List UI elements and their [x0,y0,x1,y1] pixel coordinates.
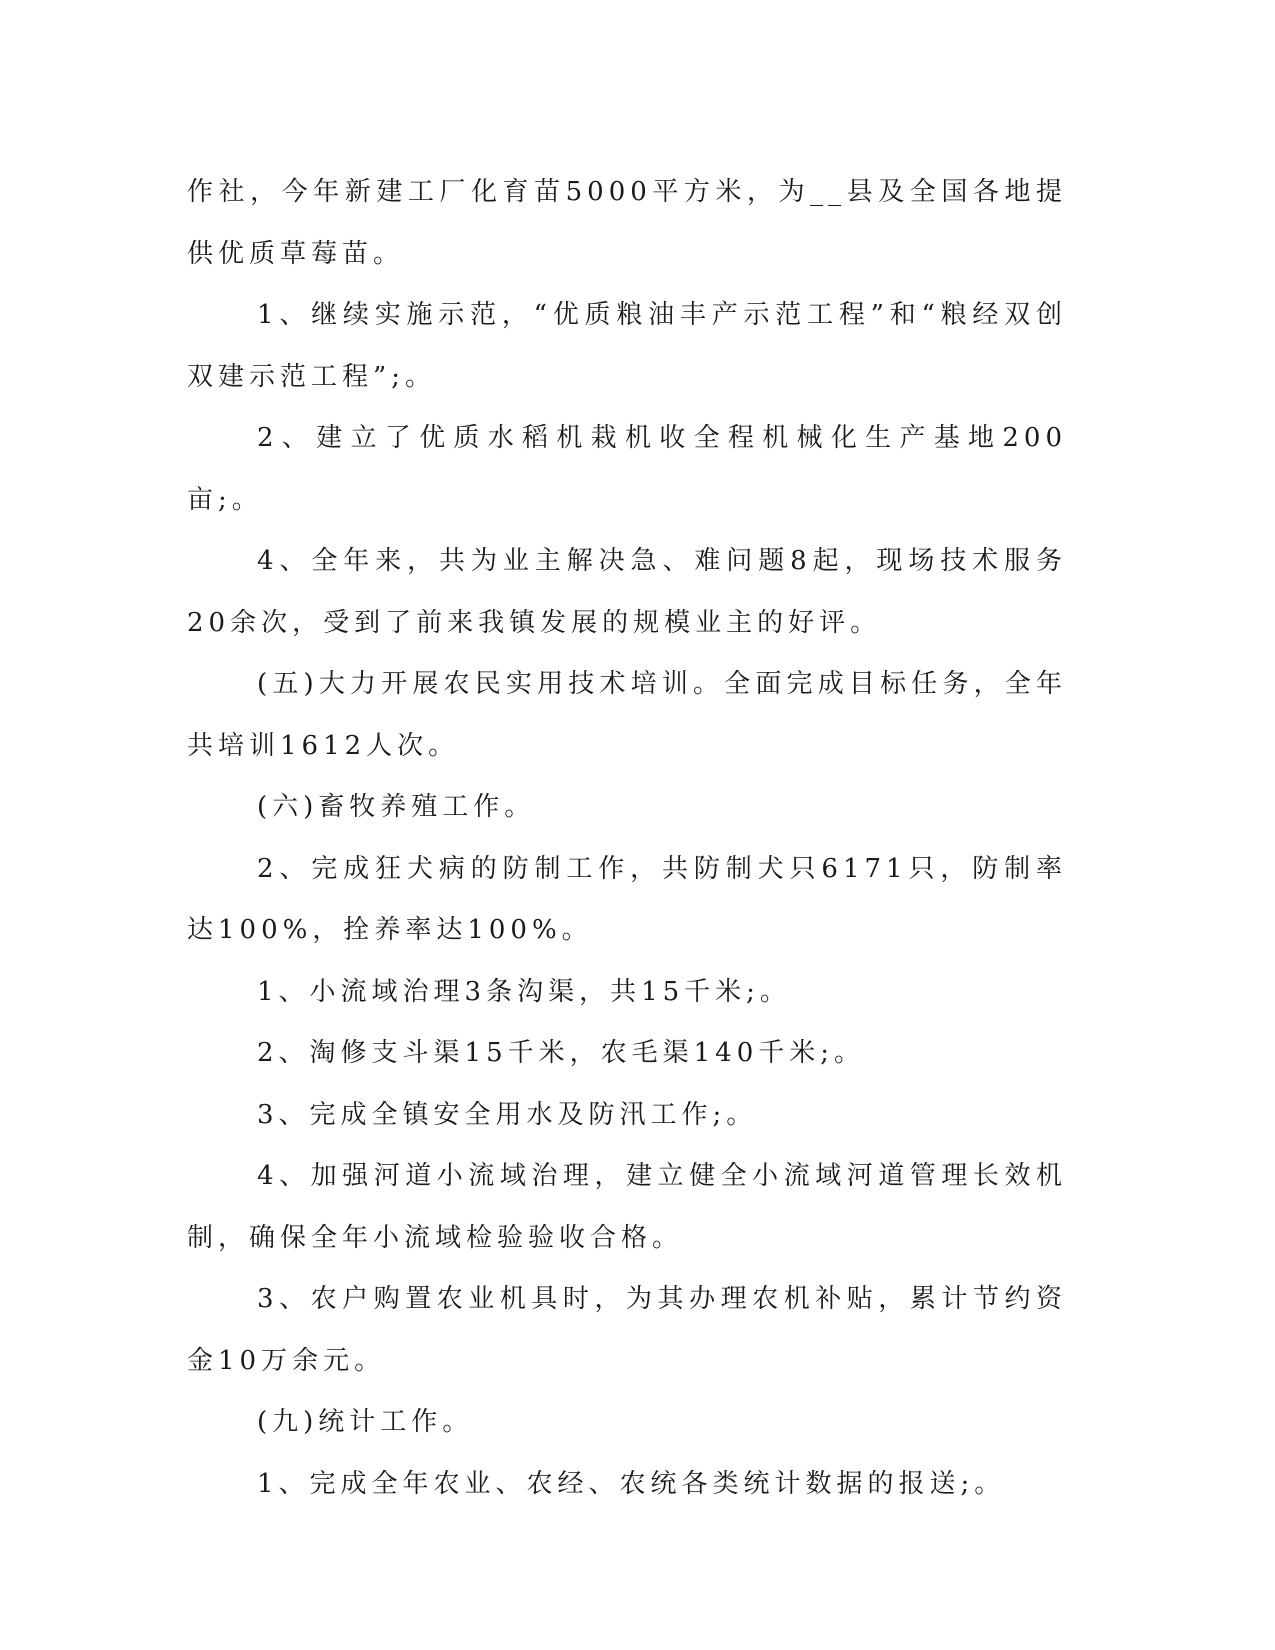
section-heading-statistics: (九)统计工作。 [257,1407,474,1437]
document-body [187,162,1067,1515]
paragraph-watershed-ditches: 1、小流域治理3条沟渠，共15千米;。 [257,976,791,1007]
paragraph-farmer-training: (五)大力开展农民实用技术培训。全面完成目标任务，全年共培训1612人次。 [187,669,1067,761]
paragraph-canal-dredging: 2、淘修支斗渠15千米，农毛渠140千米;。 [257,1038,866,1068]
section-heading-livestock: (六)畜牧养殖工作。 [257,792,536,822]
paragraph-machinery-subsidy: 3、农户购置农业机具时，为其办理农机补贴，累计节约资金10万余元。 [187,1284,1067,1376]
paragraph-demonstration-project: 1、继续实施示范，“优质粮油丰产示范工程”和“粮经双创双建示范工程”;。 [187,300,1067,392]
paragraph-rabies-prevention: 2、完成狂犬病的防制工作，共防制犬只6171只，防制率达100%，拴养率达100%。 [187,853,1067,945]
paragraph-owner-services: 4、全年来，共为业主解决急、难问题8起，现场技术服务20余次，受到了前来我镇发展的规模业主的好评。 [187,546,1067,638]
paragraph-river-management: 4、加强河道小流域治理，建立健全小流域河道管理长效机制，确保全年小流域检验验收合格。 [187,1161,1067,1253]
paragraph-statistics-reporting: 1、完成全年农业、农经、农统各类统计数据的报送;。 [257,1468,1006,1499]
paragraph-continuation: 作社，今年新建工厂化育苗5000平方米，为__县及全国各地提供优质草莓苗。 [187,177,1067,269]
paragraph-water-safety: 3、完成全镇安全用水及防汛工作;。 [257,1099,758,1130]
paragraph-rice-mechanization: 2、建立了优质水稻机栽机收全程机械化生产基地200亩;。 [187,423,1067,515]
